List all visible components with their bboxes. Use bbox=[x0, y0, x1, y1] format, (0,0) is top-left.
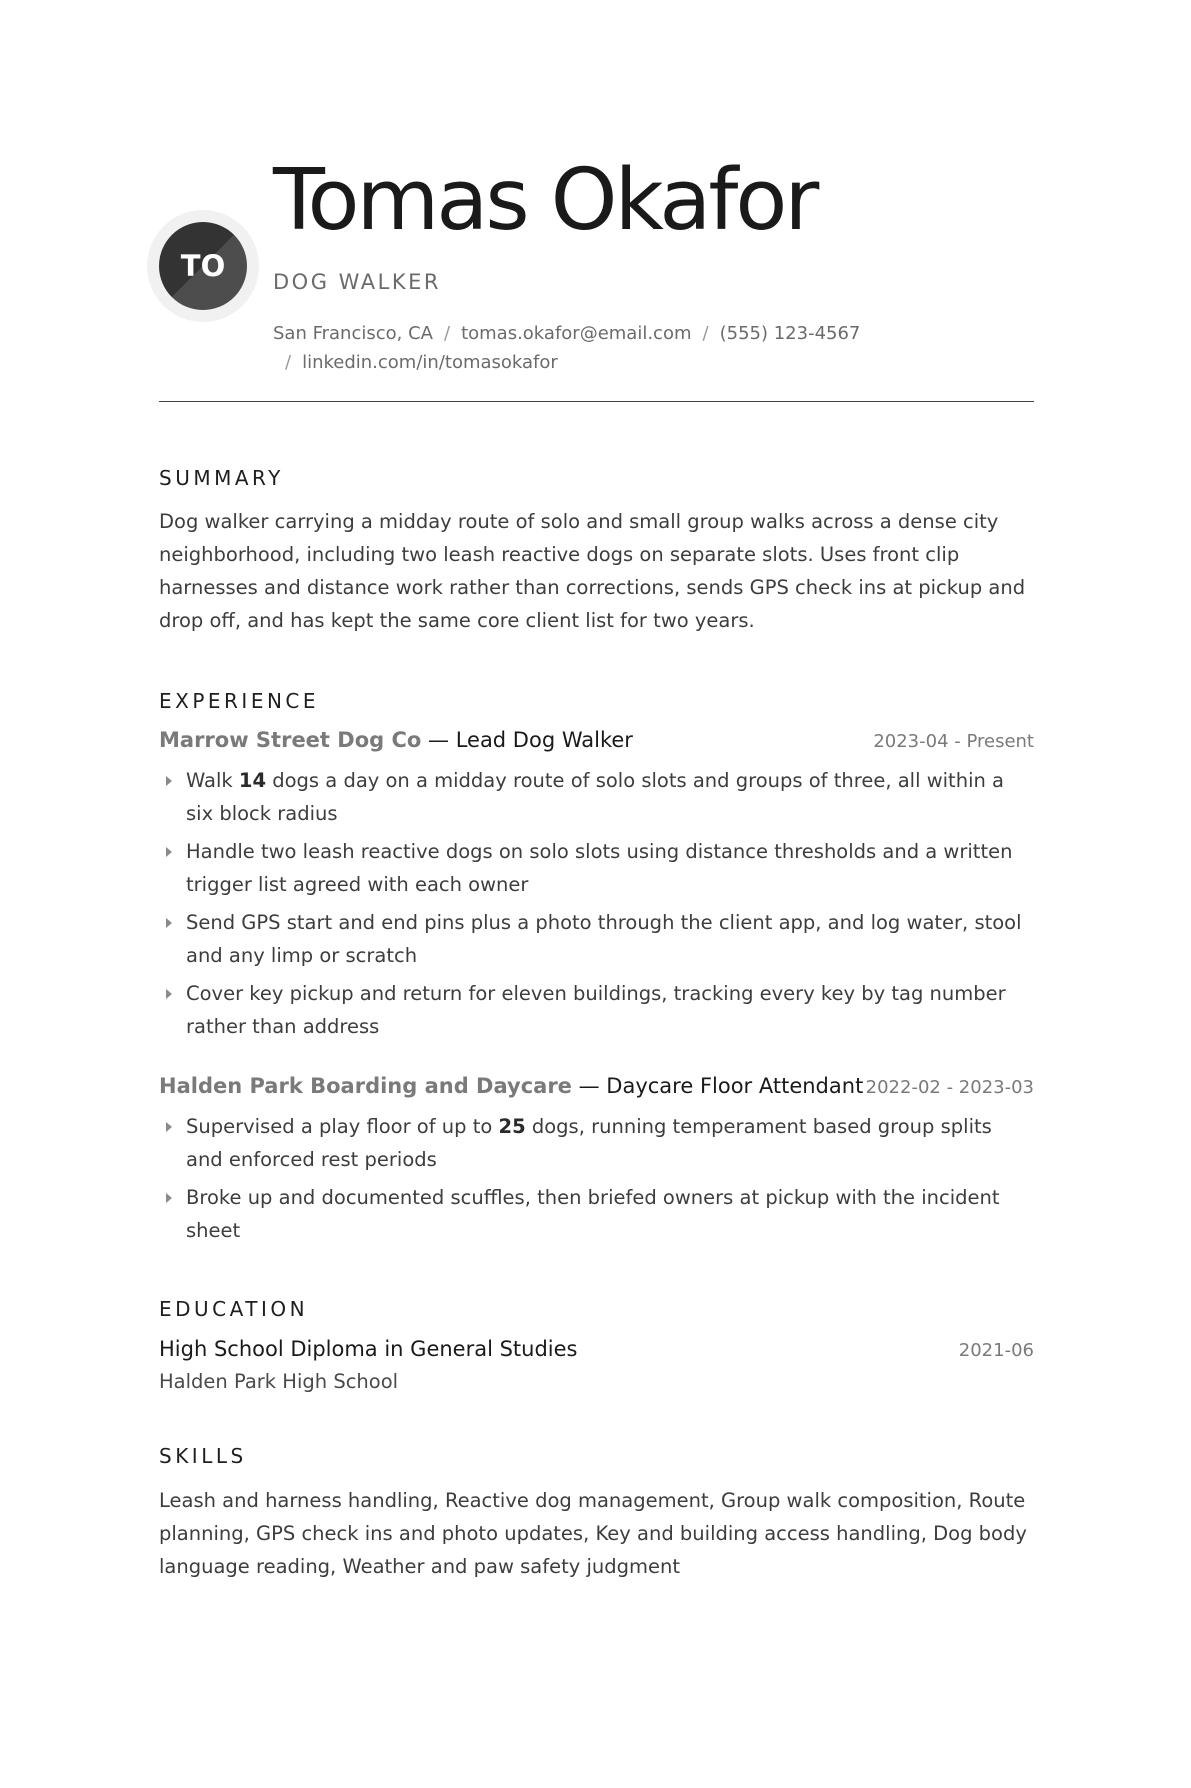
contact-line-secondary bbox=[285, 352, 558, 373]
bullet-text: dogs, running temperament based group splits and enforced rest periods bbox=[186, 1115, 992, 1171]
candidate-role: DOG WALKER bbox=[273, 270, 441, 294]
section-title-skills: SKILLS bbox=[159, 1444, 247, 1468]
candidate-name: Tomas Okafor bbox=[273, 151, 817, 250]
list-item bbox=[159, 764, 1034, 830]
resume-header bbox=[159, 0, 1034, 402]
contact-linkedin[interactable]: linkedin.com/in/tomasokafor bbox=[302, 352, 558, 373]
list-item bbox=[159, 1110, 1034, 1176]
contact-separator: / bbox=[702, 323, 709, 344]
job-bullets bbox=[159, 764, 1034, 1048]
bullet-triangle-icon bbox=[166, 918, 172, 928]
job-header: Halden Park Boarding and Daycare — Daycare Floor Attendant 2022-02 - 2023-03 bbox=[159, 1074, 1034, 1098]
bullet-text: Cover key pickup and return for eleven buildings, tracking every key by tag number rather than address bbox=[186, 982, 1006, 1038]
education-header bbox=[159, 1337, 1034, 1361]
contact-separator: / bbox=[285, 352, 292, 373]
bullet-triangle-icon bbox=[166, 989, 172, 999]
summary-text: Dog walker carrying a midday route of solo and small group walks across a dense city neighborhood, including two leash reactive dogs on separate slots. Uses front clip harnesses and distance work rather than corrections, sends GPS check ins at pickup and drop off, and has kept the same core client list for two years. bbox=[159, 510, 1026, 632]
bullet-triangle-icon bbox=[166, 1122, 172, 1132]
bullet-text: Broke up and documented scuffles, then briefed owners at pickup with the incident sheet bbox=[186, 1186, 1000, 1242]
job-bullets bbox=[159, 1110, 1034, 1252]
education-date: 2021-06 bbox=[958, 1340, 1034, 1361]
list-item bbox=[159, 906, 1034, 972]
contact-separator: / bbox=[443, 323, 451, 344]
job-role: Lead Dog Walker bbox=[455, 728, 633, 752]
bullet-text: Supervised a play floor of up to bbox=[186, 1115, 499, 1138]
job-company: Marrow Street Dog Co bbox=[159, 728, 422, 752]
contact-phone[interactable]: (555) 123-4567 bbox=[719, 323, 861, 344]
job-dates: 2023-04 - Present bbox=[873, 731, 1034, 752]
job-dates: 2022-02 - 2023-03 bbox=[865, 1077, 1034, 1098]
section-title-summary: SUMMARY bbox=[159, 466, 284, 490]
education-school: Halden Park High School bbox=[159, 1370, 399, 1393]
contact-email[interactable]: tomas.okafor@email.com bbox=[461, 323, 692, 344]
contact-location: San Francisco, CA bbox=[273, 323, 433, 344]
resume-page bbox=[159, 0, 1034, 1578]
job-role: Daycare Floor Attendant bbox=[606, 1074, 864, 1098]
contact-line-primary bbox=[273, 323, 860, 344]
bullet-text: dogs a day on a midday route of solo slots and groups of three, all within a six block radius bbox=[186, 769, 1004, 825]
bullet-triangle-icon bbox=[166, 847, 172, 857]
bullet-text: Handle two leash reactive dogs on solo slots using distance thresholds and a written trigger list agreed with each owner bbox=[186, 840, 1013, 896]
list-item bbox=[159, 1181, 1034, 1247]
bullet-number: 14 bbox=[238, 769, 267, 792]
skills-text: Leash and harness handling, Reactive dog management, Group walk composition, Route planning, GPS check ins and photo updates, Key and building access handling, Dog body language reading, Weather and paw safety judgment bbox=[159, 1489, 1027, 1578]
header-divider bbox=[159, 401, 1034, 402]
bullet-number: 25 bbox=[498, 1115, 526, 1138]
list-item bbox=[159, 835, 1034, 901]
job-header: Marrow Street Dog Co — Lead Dog Walker 2023-04 - Present bbox=[159, 728, 1034, 752]
education-degree: High School Diploma in General Studies bbox=[159, 1337, 578, 1361]
section-title-education: EDUCATION bbox=[159, 1297, 309, 1321]
bullet-text: Send GPS start and end pins plus a photo through the client app, and log water, stool and any limp or scratch bbox=[186, 911, 1022, 967]
bullet-text: Walk bbox=[186, 769, 239, 792]
bullet-triangle-icon bbox=[166, 1193, 172, 1203]
avatar: TO bbox=[159, 222, 247, 310]
bullet-triangle-icon bbox=[166, 776, 172, 786]
list-item bbox=[159, 977, 1034, 1043]
section-title-experience: EXPERIENCE bbox=[159, 689, 320, 713]
job-company: Halden Park Boarding and Daycare bbox=[159, 1074, 572, 1098]
